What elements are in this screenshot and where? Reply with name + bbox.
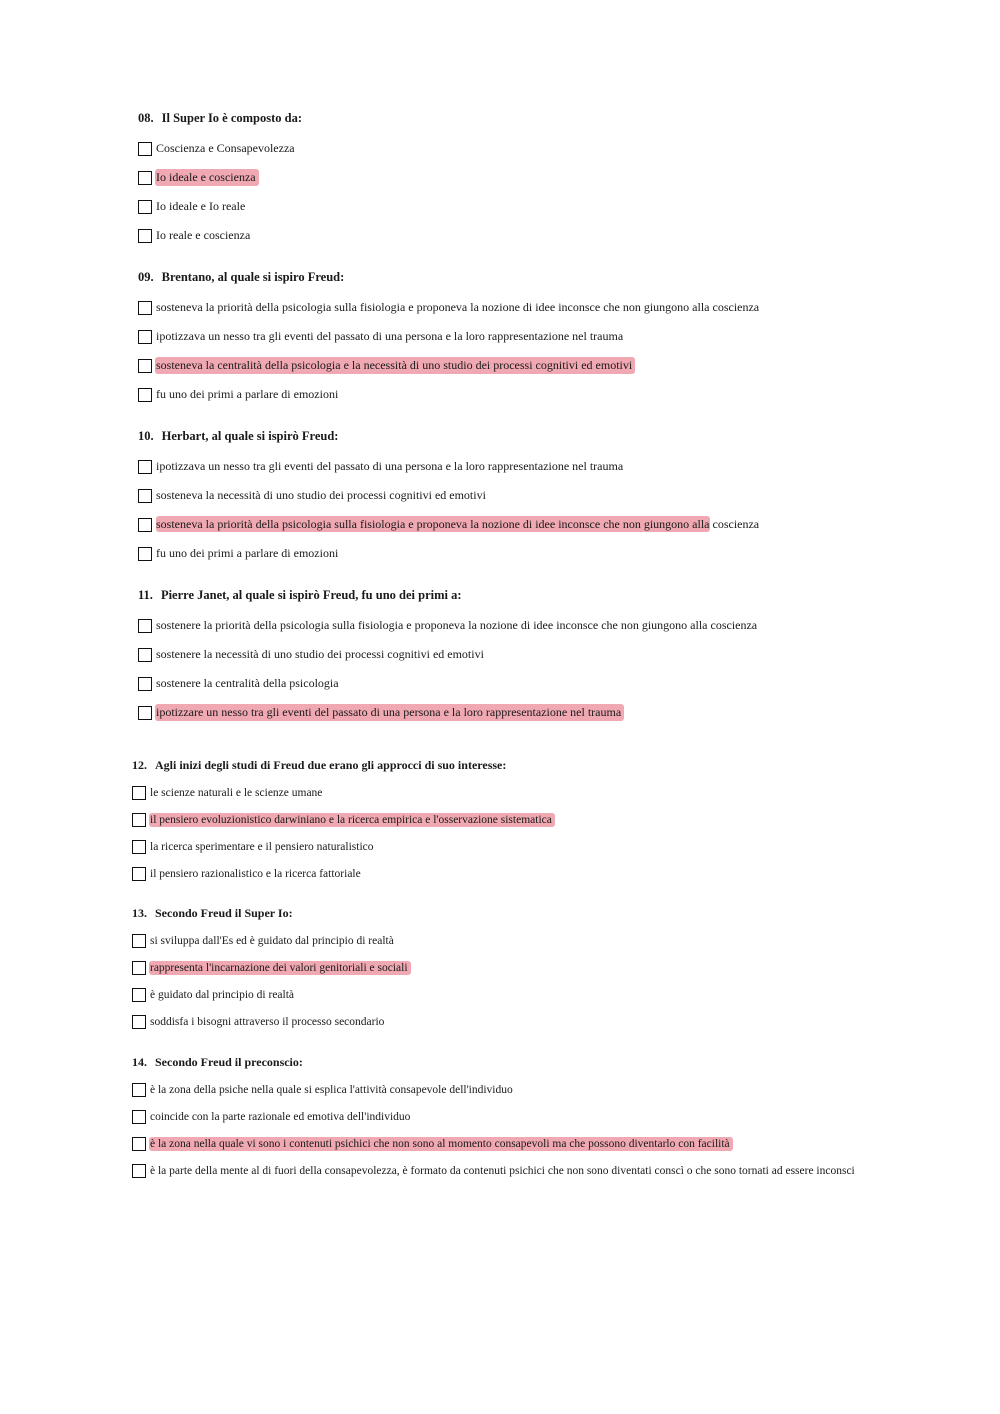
answer-label: è la zona nella quale vi sono i contenuti psichici che non sono al momento consapevoli ma che possono diventarlo con facilità: [149, 1137, 733, 1151]
answer-option[interactable]: [132, 1162, 858, 1179]
question-number: 09.: [138, 270, 154, 284]
answer-label: coincide con la parte razionale ed emotiva dell'individuo: [150, 1110, 411, 1123]
answer-option-highlighted[interactable]: [138, 357, 762, 374]
answer-checkbox[interactable]: [138, 677, 152, 691]
answer-option[interactable]: [132, 1081, 858, 1098]
answer-checkbox[interactable]: [138, 142, 152, 156]
answer-label: sosteneva la centralità della psicologia e la necessità di uno studio dei processi cognitivi ed emotivi: [155, 357, 635, 374]
question-08: [138, 108, 302, 244]
question-title: [138, 426, 762, 446]
answer-label: fu uno dei primi a parlare di emozioni: [156, 387, 339, 401]
answer-label: Coscienza e Consapevolezza: [156, 141, 295, 155]
question-13: [132, 904, 411, 1030]
answer-option[interactable]: [132, 838, 555, 855]
answer-checkbox[interactable]: [138, 706, 152, 720]
answer-label: ipotizzare un nesso tra gli eventi del passato di una persona e la loro rappresentazione nel trauma: [155, 704, 624, 721]
answer-option[interactable]: [132, 784, 555, 801]
question-10: [138, 426, 762, 562]
answer-checkbox[interactable]: [132, 988, 146, 1002]
answer-checkbox[interactable]: [138, 619, 152, 633]
question-14: [132, 1053, 858, 1179]
answer-checkbox[interactable]: [132, 1164, 146, 1178]
answer-option[interactable]: [138, 198, 302, 215]
answer-checkbox[interactable]: [132, 1015, 146, 1029]
answer-label: si sviluppa dall'Es ed è guidato dal principio di realtà: [150, 934, 394, 947]
question-text: Il Super Io è composto da:: [161, 111, 303, 125]
answer-option-highlighted[interactable]: [132, 811, 555, 828]
answer-option[interactable]: [138, 299, 762, 316]
answer-checkbox[interactable]: [138, 518, 152, 532]
answer-checkbox[interactable]: [138, 460, 152, 474]
answer-checkbox[interactable]: [138, 648, 152, 662]
question-09: [138, 267, 762, 403]
answer-option[interactable]: [138, 487, 762, 504]
answer-label: è guidato dal principio di realtà: [150, 988, 295, 1001]
question-text: Agli inizi degli studi di Freud due erano gli approcci di suo interesse:: [155, 758, 507, 772]
answer-checkbox[interactable]: [132, 867, 146, 881]
question-text: Pierre Janet, al quale si ispirò Freud, fu uno dei primi a:: [160, 588, 462, 602]
answer-label: la ricerca sperimentare e il pensiero naturalistico: [150, 840, 374, 853]
answer-checkbox[interactable]: [132, 786, 146, 800]
answer-checkbox[interactable]: [138, 301, 152, 315]
question-number: 08.: [138, 111, 154, 125]
question-text: Herbart, al quale si ispirò Freud:: [161, 429, 339, 443]
answer-label: Io ideale e Io reale: [156, 199, 246, 213]
answer-option-highlighted[interactable]: [132, 1135, 858, 1152]
answer-checkbox[interactable]: [138, 359, 152, 373]
answer-option[interactable]: [132, 1013, 411, 1030]
question-title: [132, 756, 555, 774]
answer-label: sostenere la priorità della psicologia sulla fisiologia e proponeva la nozione di idee inconsce che non giungono alla coscienza: [156, 618, 758, 632]
answer-label: Io ideale e coscienza: [155, 169, 259, 186]
answer-option[interactable]: [132, 932, 411, 949]
answer-label: sosteneva la priorità della psicologia sulla fisiologia e proponeva la nozione di idee inconsce che non giungono alla coscienza: [156, 300, 760, 314]
answer-label: sostenere la necessità di uno studio dei processi cognitivi ed emotivi: [156, 647, 484, 661]
answer-label: ipotizzava un nesso tra gli eventi del passato di una persona e la loro rappresentazione nel trauma: [156, 329, 624, 343]
question-title: [138, 267, 762, 287]
answer-label: ipotizzava un nesso tra gli eventi del passato di una persona e la loro rappresentazione nel trauma: [156, 459, 624, 473]
answer-option[interactable]: [138, 227, 302, 244]
answer-option[interactable]: [132, 1108, 858, 1125]
answer-label: le scienze naturali e le scienze umane: [150, 786, 323, 799]
answer-label: Io reale e coscienza: [156, 228, 251, 242]
answer-option[interactable]: [138, 545, 762, 562]
answer-option-highlighted[interactable]: [138, 704, 760, 721]
answer-checkbox[interactable]: [132, 961, 146, 975]
answer-label-highlighted-part: sosteneva la priorità della psicologia sulla fisiologia e proponeva la nozione di idee inconsce che non giungono alla: [156, 517, 710, 531]
answer-label: il pensiero razionalistico e la ricerca fattoriale: [150, 867, 361, 880]
question-number: 14.: [132, 1055, 147, 1069]
answer-label-rest: coscienza: [712, 517, 760, 531]
question-title: [132, 1053, 858, 1071]
question-text: Secondo Freud il Super Io:: [155, 906, 293, 920]
question-number: 12.: [132, 758, 147, 772]
answer-option[interactable]: [138, 328, 762, 345]
answer-checkbox[interactable]: [138, 388, 152, 402]
answer-option[interactable]: [138, 675, 760, 692]
answer-option[interactable]: [138, 386, 762, 403]
question-text: Secondo Freud il preconscio:: [155, 1055, 303, 1069]
answer-checkbox[interactable]: [138, 171, 152, 185]
question-number: 11.: [138, 588, 153, 602]
answer-checkbox[interactable]: [132, 934, 146, 948]
answer-label: sosteneva la necessità di uno studio dei processi cognitivi ed emotivi: [156, 488, 486, 502]
answer-checkbox[interactable]: [138, 330, 152, 344]
answer-option[interactable]: [138, 617, 760, 634]
question-11: [138, 585, 760, 721]
answer-checkbox[interactable]: [132, 1137, 146, 1151]
answer-option-highlighted[interactable]: [138, 516, 762, 533]
answer-label: è la parte della mente al di fuori della consapevolezza, è formato da contenuti psichici che non sono diventati conscì o che sono tornati ad essere inconsci: [150, 1164, 855, 1177]
answer-label: soddisfa i bisogni attraverso il processo secondario: [150, 1015, 385, 1028]
answer-option[interactable]: [138, 140, 302, 157]
question-number: 10.: [138, 429, 154, 443]
answer-label: è la zona della psiche nella quale si esplica l'attività consapevole dell'individuo: [150, 1083, 513, 1096]
answer-option[interactable]: [138, 458, 762, 475]
answer-checkbox[interactable]: [132, 1110, 146, 1124]
answer-label: rappresenta l'incarnazione dei valori genitoriali e sociali: [149, 961, 411, 975]
answer-option[interactable]: [132, 986, 411, 1003]
answer-checkbox[interactable]: [132, 840, 146, 854]
question-title: [138, 585, 760, 605]
answer-option[interactable]: [138, 646, 760, 663]
answer-label: sostenere la centralità della psicologia: [156, 676, 339, 690]
answer-label: il pensiero evoluzionistico darwiniano e la ricerca empirica e l'osservazione sistematica: [149, 813, 555, 827]
question-text: Brentano, al quale si ispiro Freud:: [161, 270, 345, 284]
question-12: [132, 756, 555, 882]
answer-checkbox[interactable]: [138, 229, 152, 243]
answer-option[interactable]: [132, 865, 555, 882]
answer-checkbox[interactable]: [138, 200, 152, 214]
answer-checkbox[interactable]: [138, 489, 152, 503]
question-title: [132, 904, 411, 922]
answer-checkbox[interactable]: [138, 547, 152, 561]
question-title: [138, 108, 302, 128]
answer-label: fu uno dei primi a parlare di emozioni: [156, 546, 339, 560]
answer-option-highlighted[interactable]: [132, 959, 411, 976]
answer-option-highlighted[interactable]: [138, 169, 302, 186]
answer-checkbox[interactable]: [132, 813, 146, 827]
question-number: 13.: [132, 906, 147, 920]
answer-checkbox[interactable]: [132, 1083, 146, 1097]
